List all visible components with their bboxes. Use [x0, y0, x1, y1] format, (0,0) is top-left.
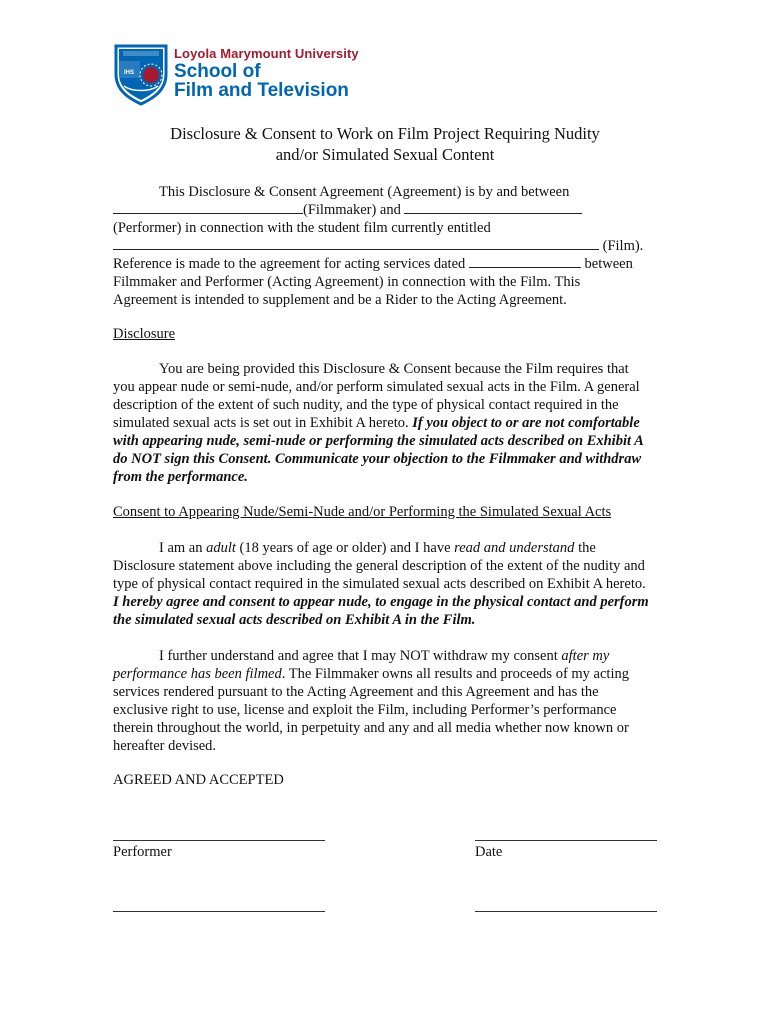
- intro-line: (Performer) in connection with the student film currently entitled: [113, 220, 491, 236]
- date-label: Date: [475, 844, 503, 860]
- intro-line: (Film).: [113, 237, 653, 255]
- school-name-line2: Film and Television: [174, 80, 349, 101]
- performer-label: Performer: [113, 844, 172, 860]
- disclosure-warning: If you object to or are not comfortable with appearing nude, semi-nude or performing the simulated acts described on Exhibit A do NOT sign this Consent. Communicate your objection to the Filmmaker and withdraw from the performance.: [113, 415, 643, 485]
- intro-paragraph: [113, 183, 653, 309]
- performer-signature-line[interactable]: [113, 840, 325, 841]
- second-date-line[interactable]: [475, 911, 657, 912]
- consent-heading: Consent to Appearing Nude/Semi-Nude and/or Performing the Simulated Sexual Acts: [113, 504, 612, 520]
- consent-statement: I hereby agree and consent to appear nude, to engage in the physical contact and perform the simulated sexual acts described on Exhibit A in the Film.: [113, 594, 649, 628]
- performer-name-field[interactable]: [404, 201, 582, 214]
- disclosure-paragraph: You are being provided this Disclosure & Consent because the Film requires that you appear nude or semi-nude, and/or perform simulated sexual acts in the Film. A general description of the extent of such nudity, and the type of physical contact required in the simulated sexual acts is set out in Exhibit A hereto. If you object to or are not comfortable with appearing nude, semi-nude or performing the simulated acts described on Exhibit A do NOT sign this Consent. Communicate your objection to the Filmmaker and withdraw from the performance.: [113, 361, 643, 485]
- school-name-line1: School of: [174, 61, 261, 82]
- film-title-field[interactable]: [113, 237, 599, 250]
- intro-line: This Disclosure & Consent Agreement (Agreement) is by and between: [159, 184, 570, 200]
- title-line-1: Disclosure & Consent to Work on Film Project Requiring Nudity: [170, 124, 600, 143]
- svg-text:IHS: IHS: [123, 70, 135, 76]
- intro-line: Filmmaker and Performer (Acting Agreement) in connection with the Film. This: [113, 274, 581, 290]
- consent-paragraph-1: I am an adult (18 years of age or older) and I have read and understand the Disclosure statement above including the general description of the extent of the nudity and type of physical contact required in the simulated sexual acts described on Exhibit A hereto. I hereby agree and consent to appear nude, to engage in the physical contact and perform the simulated sexual acts described on Exhibit A in the Film.: [113, 540, 649, 628]
- document-title: [0, 123, 770, 165]
- agreed-and-accepted: AGREED AND ACCEPTED: [113, 772, 284, 788]
- date-signature-line[interactable]: [475, 840, 657, 841]
- second-signature-line[interactable]: [113, 911, 325, 912]
- intro-line: (Filmmaker) and: [113, 201, 653, 219]
- title-line-2: and/or Simulated Sexual Content: [275, 145, 495, 164]
- university-name: Loyola Marymount University: [174, 46, 359, 61]
- intro-line: Agreement is intended to supplement and be a Rider to the Acting Agreement.: [113, 292, 567, 308]
- filmmaker-name-field[interactable]: [113, 201, 303, 214]
- acting-agreement-date-field[interactable]: [469, 255, 581, 268]
- lmu-logo: [114, 44, 374, 114]
- lmu-shield-icon: [114, 44, 168, 106]
- disclosure-heading: Disclosure: [113, 326, 176, 342]
- intro-line: Reference is made to the agreement for acting services dated between: [113, 256, 633, 272]
- consent-paragraph-2: I further understand and agree that I may NOT withdraw my consent after my performance has been filmed. The Filmmaker owns all results and proceeds of my acting services rendered pursuant to the Acting Agreement and this Agreement and has the exclusive right to use, license and exploit the Film, including Performer’s performance therein throughout the world, in perpetuity and any and all media whether now known or hereafter devised.: [113, 648, 629, 754]
